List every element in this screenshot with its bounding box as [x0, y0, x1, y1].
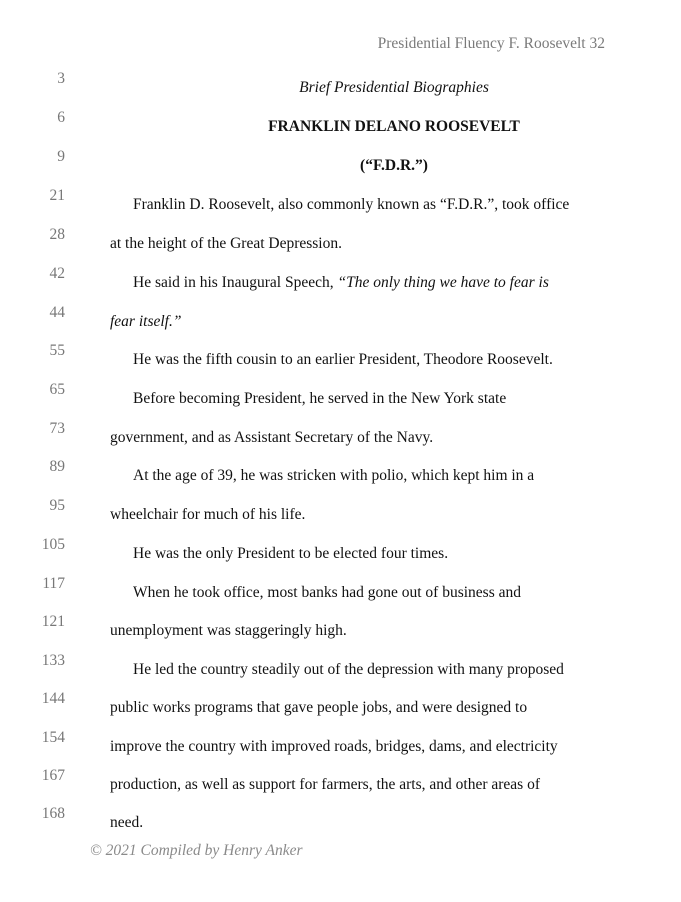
- body-text: He was the only President to be elected four times.: [133, 545, 449, 562]
- body-text: He led the country steadily out of the depression with many proposed: [133, 661, 564, 678]
- line-number: 55: [49, 342, 65, 359]
- body-text: unemployment was staggeringly high.: [110, 622, 347, 639]
- line-number: 133: [41, 652, 65, 669]
- line-number: 117: [42, 575, 65, 592]
- body-text: When he took office, most banks had gone out of business and: [133, 584, 521, 601]
- line-number: 73: [49, 420, 65, 437]
- line-number: 21: [49, 187, 65, 204]
- running-head: Presidential Fluency F. Roosevelt 32: [377, 35, 605, 52]
- page-title: FRANKLIN DELANO ROOSEVELT: [268, 118, 520, 135]
- line-number: 6: [57, 109, 65, 126]
- line-row: [0, 342, 681, 366]
- body-text: wheelchair for much of his life.: [110, 506, 306, 523]
- line-number: 168: [41, 805, 65, 822]
- line-number: 9: [57, 148, 65, 165]
- line-row: [0, 70, 681, 94]
- line-number: 65: [49, 381, 65, 398]
- body-text: He said in his Inaugural Speech,: [133, 274, 338, 291]
- line-row: [0, 575, 681, 599]
- line-number: 105: [41, 536, 65, 553]
- line-row: [0, 420, 681, 444]
- body-text: government, and as Assistant Secretary of the Navy.: [110, 429, 434, 446]
- line-number: 44: [49, 304, 65, 321]
- quotation: “The only thing we have to fear is: [337, 274, 549, 291]
- line-row: [0, 187, 681, 211]
- line-row: [0, 613, 681, 637]
- line-row: [0, 304, 681, 328]
- body-text: need.: [110, 814, 144, 831]
- line-number: 167: [41, 767, 65, 784]
- line-number: 121: [41, 613, 65, 630]
- line-row: [0, 767, 681, 791]
- line-row: [0, 729, 681, 753]
- body-text: production, as well as support for farmers, the arts, and other areas of: [110, 776, 540, 793]
- body-text: improve the country with improved roads, bridges, dams, and electricity: [110, 738, 558, 755]
- line-row: [0, 497, 681, 521]
- section-heading: Brief Presidential Biographies: [299, 79, 489, 96]
- line-row: [0, 148, 681, 172]
- line-row: [0, 109, 681, 133]
- body-text: He was the fifth cousin to an earlier President, Theodore Roosevelt.: [133, 351, 553, 368]
- quotation: fear itself.”: [110, 313, 182, 330]
- line-row: [0, 652, 681, 676]
- line-row: [0, 265, 681, 289]
- body-text: at the height of the Great Depression.: [110, 235, 342, 252]
- body-text-line: [133, 273, 549, 293]
- line-row: [0, 536, 681, 560]
- body-text: Franklin D. Roosevelt, also commonly known as “F.D.R.”, took office: [133, 196, 570, 213]
- line-number: 3: [57, 70, 65, 87]
- body-text: public works programs that gave people jobs, and were designed to: [110, 699, 528, 716]
- body-text: At the age of 39, he was stricken with polio, which kept him in a: [133, 467, 535, 484]
- line-row: [0, 690, 681, 714]
- line-number: 89: [49, 458, 65, 475]
- line-number: 144: [41, 690, 65, 707]
- copyright-footer: © 2021 Compiled by Henry Anker: [90, 842, 303, 859]
- line-row: [0, 458, 681, 482]
- line-row: [0, 381, 681, 405]
- line-number: 95: [49, 497, 65, 514]
- line-number: 28: [49, 226, 65, 243]
- line-row: [0, 226, 681, 250]
- line-number: 42: [49, 265, 65, 282]
- page-subtitle: (“F.D.R.”): [360, 157, 428, 174]
- line-number: 154: [41, 729, 65, 746]
- line-row: [0, 805, 681, 829]
- body-text: Before becoming President, he served in the New York state: [133, 390, 507, 407]
